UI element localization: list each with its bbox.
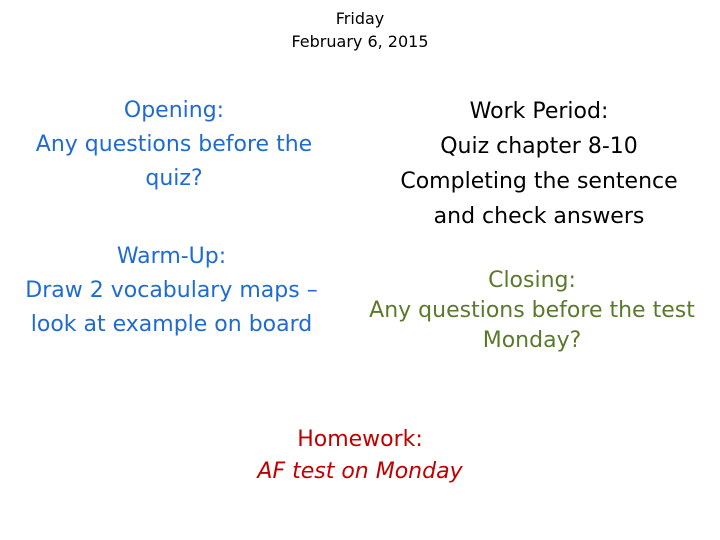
day-label: Friday: [335, 9, 385, 28]
closing-text-line-2: Monday?: [482, 328, 582, 353]
closing-section: [344, 266, 720, 356]
work-period-section: [368, 94, 710, 234]
closing-text-line-1: Any questions before the test: [369, 298, 695, 323]
header-date-block: [210, 7, 510, 53]
work-period-text-line-1: Quiz chapter 8-10: [440, 134, 638, 159]
homework-heading: Homework:: [297, 427, 423, 452]
opening-section: [5, 94, 343, 196]
work-period-text-line-2: Completing the sentence: [400, 169, 678, 194]
warmup-text-line-2: look at example on board: [30, 312, 313, 337]
warmup-section: [0, 240, 343, 342]
opening-text-line-2: quiz?: [145, 166, 203, 191]
homework-task: AF test on Monday: [257, 459, 463, 484]
closing-heading: Closing:: [488, 268, 576, 293]
warmup-heading: Warm-Up:: [116, 244, 227, 269]
warmup-text-line-1: Draw 2 vocabulary maps –: [25, 278, 318, 303]
work-period-heading: Work Period:: [469, 99, 609, 124]
date-label: February 6, 2015: [291, 32, 429, 51]
work-period-text-line-3: and check answers: [433, 204, 645, 229]
opening-heading: Opening:: [123, 98, 225, 123]
opening-text-line-1: Any questions before the: [35, 132, 313, 157]
homework-section: [210, 424, 510, 488]
